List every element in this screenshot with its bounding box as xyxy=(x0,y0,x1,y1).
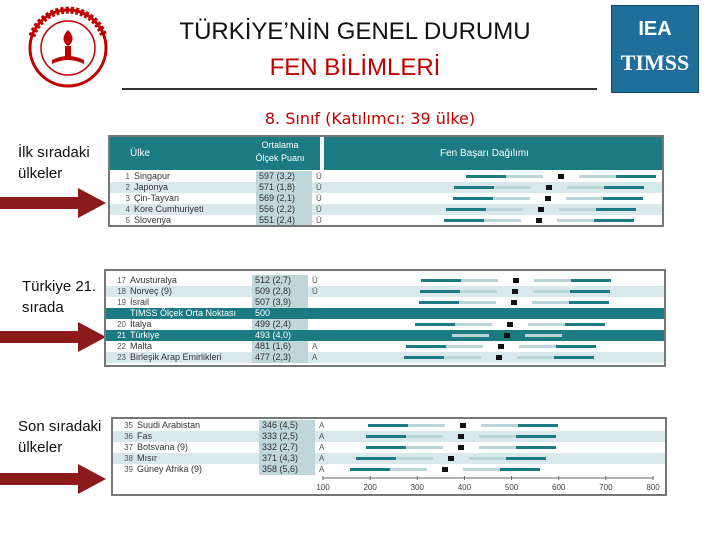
table-row xyxy=(106,275,664,286)
distribution-bar xyxy=(479,446,516,449)
mean-marker xyxy=(458,434,464,439)
row-score: 333 (2,5) xyxy=(259,431,315,442)
distribution-bar xyxy=(444,219,484,222)
row-country: Japonya xyxy=(134,182,169,192)
distribution-bar xyxy=(396,457,433,460)
page-subtitle: FEN BİLİMLERİ xyxy=(269,54,441,81)
distribution-bar xyxy=(556,345,596,348)
distribution-bar xyxy=(516,435,556,438)
table-row xyxy=(106,319,664,330)
row-rank: 2 xyxy=(125,183,130,192)
label-bottom-countries: Son sıradaki ülkeler xyxy=(18,418,102,456)
distribution-bar xyxy=(454,186,494,189)
mean-marker xyxy=(545,196,551,201)
row-score: 371 (4,3) xyxy=(259,453,315,464)
mean-marker xyxy=(498,344,504,349)
arrow-right-icon xyxy=(0,322,106,352)
table-row xyxy=(106,308,664,319)
row-country: Suudi Arabistan xyxy=(137,420,201,430)
rows-middle xyxy=(106,275,664,365)
timss-logo-text: TIMSS xyxy=(620,50,690,75)
row-score: 500 xyxy=(252,308,308,319)
mean-marker xyxy=(513,278,519,283)
distribution-bar xyxy=(461,279,498,282)
meb-seal-icon xyxy=(18,6,118,90)
row-score: 481 (1,6) xyxy=(252,341,308,352)
axis-tick-label: 100 xyxy=(316,483,330,492)
distribution-bar xyxy=(494,186,531,189)
distribution-bar xyxy=(532,301,569,304)
row-country: Güney Afrika (9) xyxy=(137,464,203,474)
axis-tick-label: 400 xyxy=(457,483,472,492)
distribution-bar xyxy=(366,446,406,449)
distribution-bar xyxy=(453,197,493,200)
iea-logo-text: IEA xyxy=(638,18,672,40)
row-rank: 39 xyxy=(124,465,133,474)
row-country: Mısır xyxy=(137,453,157,463)
top-countries-panel xyxy=(108,135,664,227)
mean-marker xyxy=(512,289,518,294)
distribution-bar xyxy=(404,356,444,359)
row-rank: 21 xyxy=(117,331,126,340)
table-row xyxy=(106,352,664,363)
table-row xyxy=(110,171,662,182)
arrow-right-icon xyxy=(0,188,106,218)
row-significance: A xyxy=(312,353,318,362)
distribution-bar xyxy=(528,323,565,326)
row-significance: Ü xyxy=(316,183,322,192)
row-country: İtalya xyxy=(130,319,152,329)
distribution-bar xyxy=(566,197,603,200)
score-axis xyxy=(113,476,665,496)
table-row xyxy=(106,297,664,308)
mean-marker xyxy=(504,333,510,338)
distribution-bar xyxy=(559,208,596,211)
row-score: 512 (2,7) xyxy=(252,275,308,286)
distribution-bar xyxy=(493,197,530,200)
distribution-bar xyxy=(484,219,521,222)
row-significance: Ü xyxy=(316,205,322,214)
table-row xyxy=(110,215,662,226)
distribution-bar xyxy=(481,424,518,427)
mean-marker xyxy=(458,445,464,450)
row-significance: Ü xyxy=(312,276,318,285)
distribution-bar xyxy=(603,197,643,200)
row-country: Fas xyxy=(137,431,153,441)
row-country: Kore Cumhuriyeti xyxy=(134,204,204,214)
row-country: Botsvana (9) xyxy=(137,442,189,452)
row-country: Avusturalya xyxy=(130,275,177,285)
row-score: 597 (3,2) xyxy=(256,171,312,182)
bottom-countries-panel xyxy=(111,417,667,496)
row-country: İsrail xyxy=(130,297,150,307)
row-rank: 1 xyxy=(125,172,130,181)
table-row xyxy=(113,431,665,442)
distribution-bar xyxy=(486,208,523,211)
table-row xyxy=(110,204,662,215)
row-significance: Ü xyxy=(316,172,322,181)
distribution-bar xyxy=(406,435,443,438)
distribution-bar xyxy=(565,323,605,326)
row-rank: 19 xyxy=(117,298,126,307)
row-significance: Ü xyxy=(316,216,322,225)
row-score: 346 (4,5) xyxy=(259,420,315,431)
row-country: Malta xyxy=(130,341,153,351)
distribution-bar xyxy=(406,446,443,449)
label-top-countries: İlk sıradaki ülkeler xyxy=(18,144,90,182)
row-score: 507 (3,9) xyxy=(252,297,308,308)
rows-top xyxy=(110,171,662,227)
row-country: Türkiye xyxy=(130,330,160,340)
distribution-bar xyxy=(506,457,546,460)
distribution-bar xyxy=(571,279,611,282)
distribution-bar xyxy=(452,334,489,337)
table-row xyxy=(106,341,664,352)
distribution-bar xyxy=(567,186,604,189)
mean-marker xyxy=(448,456,454,461)
distribution-bar xyxy=(534,279,571,282)
row-score: 332 (2,7) xyxy=(259,442,315,453)
distribution-bar xyxy=(562,334,602,337)
row-rank: 17 xyxy=(117,276,126,285)
row-significance: Ü xyxy=(312,287,318,296)
distribution-bar xyxy=(525,334,562,337)
header-country: Ülke xyxy=(130,148,151,159)
table-row xyxy=(113,453,665,464)
distribution-bar xyxy=(446,208,486,211)
distribution-bar xyxy=(412,334,452,337)
distribution-bar xyxy=(408,424,445,427)
label-turkey-rank: Türkiye 21. sırada xyxy=(22,278,97,316)
distribution-bar xyxy=(356,457,396,460)
row-score: 509 (2,8) xyxy=(252,286,308,297)
mean-marker xyxy=(538,207,544,212)
row-rank: 5 xyxy=(125,216,130,225)
distribution-bar xyxy=(419,301,459,304)
mean-marker xyxy=(536,218,542,223)
mean-marker xyxy=(442,467,448,472)
distribution-bar xyxy=(368,424,408,427)
mean-marker xyxy=(496,355,502,360)
distribution-bar xyxy=(570,290,610,293)
page-title: TÜRKİYE’NİN GENEL DURUMU xyxy=(179,18,531,45)
distribution-bar xyxy=(466,175,506,178)
row-significance: Ü xyxy=(316,194,322,203)
axis-tick-label: 600 xyxy=(552,483,566,492)
table-row xyxy=(106,330,664,341)
arrow-right-icon xyxy=(0,464,106,494)
middle-countries-panel xyxy=(104,269,666,367)
chart-subtitle: 8. Sınıf (Katılımcı: 39 ülke) xyxy=(264,109,476,128)
mean-marker xyxy=(507,322,513,327)
distribution-bar xyxy=(596,208,636,211)
rows-bottom xyxy=(113,420,665,476)
distribution-bar xyxy=(579,175,616,178)
row-country: Birleşik Arap Emirlikleri xyxy=(130,352,222,362)
distribution-bar xyxy=(516,446,556,449)
row-score: 499 (2,4) xyxy=(252,319,308,330)
table-row xyxy=(110,182,662,193)
distribution-bar xyxy=(463,468,500,471)
distribution-bar xyxy=(519,345,556,348)
axis-tick-label: 500 xyxy=(504,483,519,492)
distribution-bar xyxy=(460,290,497,293)
row-country: TIMSS Ölçek Orta Noktası xyxy=(130,308,237,318)
row-country: Slovenya xyxy=(134,215,172,225)
distribution-bar xyxy=(517,356,554,359)
mean-marker xyxy=(511,300,517,305)
table-header xyxy=(110,137,662,170)
row-rank: 18 xyxy=(117,287,126,296)
distribution-bar xyxy=(350,468,390,471)
row-score: 358 (5,6) xyxy=(259,464,315,475)
row-significance: A xyxy=(319,454,325,463)
row-rank: 37 xyxy=(124,443,133,452)
distribution-bar xyxy=(604,186,644,189)
table-row xyxy=(113,420,665,431)
distribution-bar xyxy=(421,279,461,282)
row-score: 493 (4,0) xyxy=(252,330,308,341)
axis-tick-label: 200 xyxy=(363,483,377,492)
row-country: Çin-Tayvan xyxy=(134,193,180,203)
row-country: Norveç (9) xyxy=(130,286,173,296)
distribution-bar xyxy=(444,356,481,359)
row-significance: A xyxy=(319,443,325,452)
row-rank: 20 xyxy=(117,320,126,329)
distribution-bar xyxy=(500,468,540,471)
title-divider xyxy=(122,88,597,90)
row-rank: 23 xyxy=(117,353,126,362)
distribution-bar xyxy=(469,457,506,460)
iea-timss-logo xyxy=(611,5,699,93)
distribution-bar xyxy=(446,345,483,348)
row-significance: A xyxy=(319,465,325,474)
distribution-bar xyxy=(616,175,656,178)
distribution-bar xyxy=(554,356,594,359)
row-rank: 22 xyxy=(117,342,126,351)
row-score: 571 (1,8) xyxy=(256,182,312,193)
row-score: 477 (2,3) xyxy=(252,352,308,363)
distribution-bar xyxy=(479,435,516,438)
distribution-bar xyxy=(455,323,492,326)
table-row xyxy=(113,442,665,453)
mean-marker xyxy=(460,423,466,428)
row-significance: A xyxy=(319,421,325,430)
row-country: Singapur xyxy=(134,171,171,181)
distribution-bar xyxy=(533,290,570,293)
table-row xyxy=(110,193,662,204)
distribution-bar xyxy=(406,345,446,348)
distribution-bar xyxy=(557,219,594,222)
row-rank: 35 xyxy=(124,421,133,430)
axis-tick-label: 800 xyxy=(646,483,660,492)
distribution-bar xyxy=(415,323,455,326)
header-distribution: Fen Başarı Dağılımı xyxy=(440,148,529,159)
axis-tick-label: 700 xyxy=(599,483,613,492)
row-rank: 3 xyxy=(125,194,130,203)
header-score: Ortalama Ölçek Puanı xyxy=(255,140,305,163)
distribution-bar xyxy=(459,301,496,304)
table-row xyxy=(113,464,665,475)
row-rank: 36 xyxy=(124,432,133,441)
row-score: 569 (2,1) xyxy=(256,193,312,204)
distribution-bar xyxy=(569,301,609,304)
axis-tick-label: 300 xyxy=(410,483,424,492)
row-significance: A xyxy=(312,342,318,351)
row-score: 551 (2,4) xyxy=(256,215,312,226)
row-score: 556 (2,2) xyxy=(256,204,312,215)
distribution-bar xyxy=(506,175,543,178)
distribution-bar xyxy=(420,290,460,293)
mean-marker xyxy=(546,185,552,190)
row-rank: 4 xyxy=(125,205,130,214)
distribution-bar xyxy=(594,219,634,222)
row-rank: 38 xyxy=(124,454,133,463)
distribution-bar xyxy=(518,424,558,427)
mean-marker xyxy=(558,174,564,179)
distribution-bar xyxy=(390,468,427,471)
distribution-bar xyxy=(366,435,406,438)
table-row xyxy=(106,286,664,297)
row-significance: A xyxy=(319,432,325,441)
